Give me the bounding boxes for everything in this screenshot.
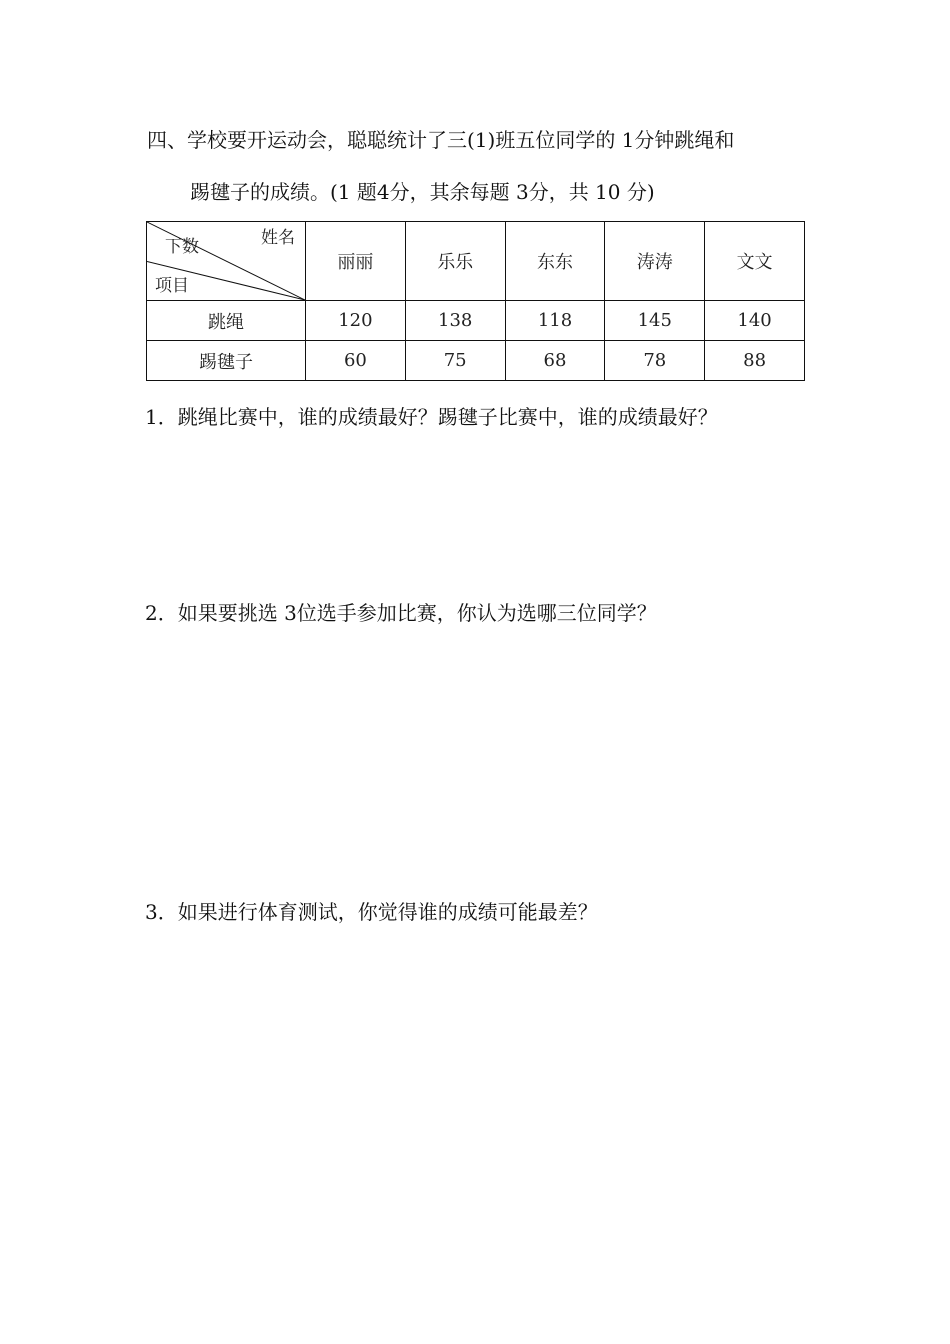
column-header-dongdong: 东东 xyxy=(505,222,605,301)
column-header-lili: 丽丽 xyxy=(306,222,406,301)
table-corner-cell xyxy=(147,222,306,301)
column-header-lele: 乐乐 xyxy=(405,222,505,301)
question-3: 3．如果进行体育测试，你觉得谁的成绩可能最差？ xyxy=(145,900,598,924)
score-table xyxy=(146,221,805,381)
table-cell: 88 xyxy=(705,341,805,381)
section-title-line-1: 四、学校要开运动会，聪聪统计了三(1)班五位同学的 1分钟跳绳和 xyxy=(147,128,735,152)
column-header-taotao: 涛涛 xyxy=(605,222,705,301)
question-1: 1．跳绳比赛中，谁的成绩最好？踢毽子比赛中，谁的成绩最好？ xyxy=(145,405,718,429)
row-label-jump-rope: 跳绳 xyxy=(147,301,306,341)
corner-name-label: 姓名 xyxy=(261,228,295,248)
table-cell: 118 xyxy=(505,301,605,341)
table-cell: 78 xyxy=(605,341,705,381)
table-cell: 145 xyxy=(605,301,705,341)
table-row-jump-rope xyxy=(147,301,805,341)
table-cell: 60 xyxy=(306,341,406,381)
table-row-shuttlecock xyxy=(147,341,805,381)
corner-item-label: 项目 xyxy=(155,276,189,296)
table-cell: 140 xyxy=(705,301,805,341)
row-label-shuttlecock: 踢毽子 xyxy=(147,341,306,381)
table-cell: 120 xyxy=(306,301,406,341)
column-header-wenwen: 文文 xyxy=(705,222,805,301)
table-header-row xyxy=(147,222,805,301)
table-cell: 68 xyxy=(505,341,605,381)
table-cell: 138 xyxy=(405,301,505,341)
corner-count-label: 下数 xyxy=(165,237,199,257)
table-cell: 75 xyxy=(405,341,505,381)
question-2: 2．如果要挑选 3位选手参加比赛，你认为选哪三位同学？ xyxy=(145,601,657,625)
section-title-line-2: 踢毽子的成绩。(1 题4分，其余每题 3分，共 10 分) xyxy=(190,180,655,204)
